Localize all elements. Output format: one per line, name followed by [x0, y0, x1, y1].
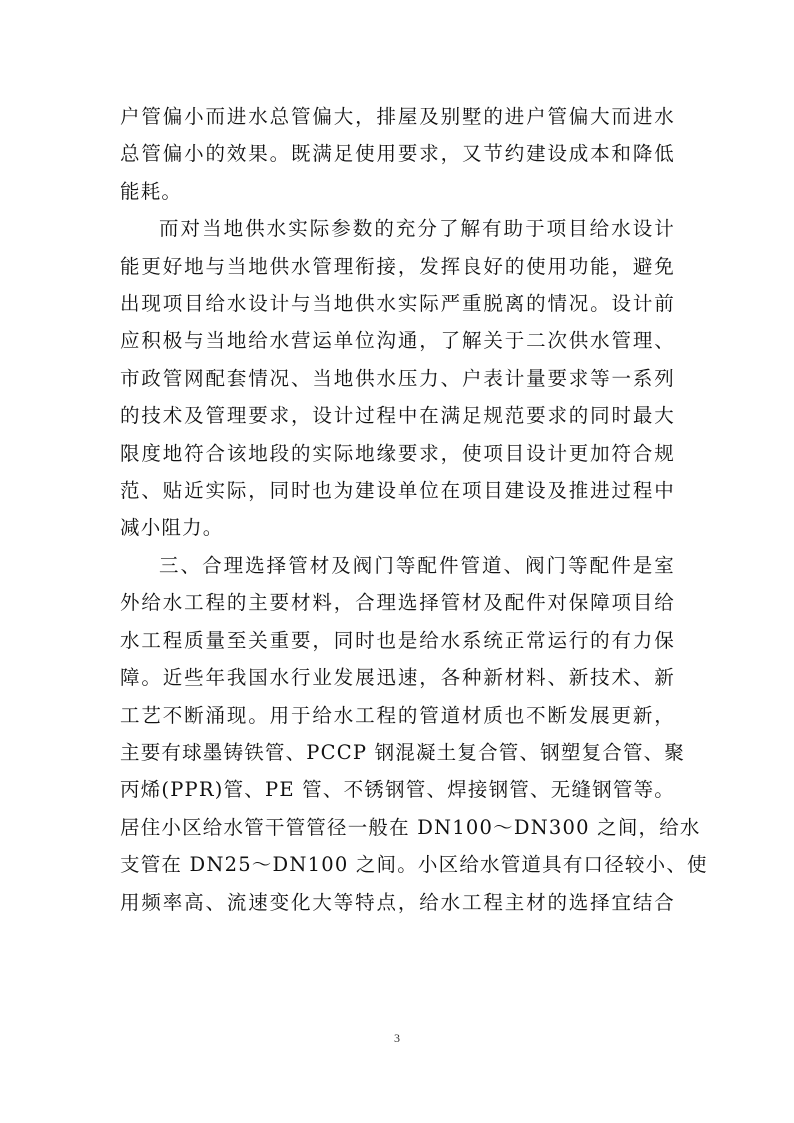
text-line: 外给水工程的主要材料，合理选择管材及配件对保障项目给: [120, 591, 675, 615]
text-line: 障。近些年我国水行业发展迅速，各种新材料、新技术、新: [120, 666, 675, 690]
text-line: 工艺不断涌现。用于给水工程的管道材质也不断发展更新，: [120, 703, 675, 727]
text-line: 能耗。: [120, 179, 183, 203]
text-line: 出现项目给水设计与当地供水实际严重脱离的情况。设计前: [120, 292, 675, 316]
text-line: 市政管网配套情况、当地供水压力、户表计量要求等一系列: [120, 366, 675, 390]
text-line: 能更好地与当地供水管理衔接，发挥良好的使用功能，避免: [120, 254, 675, 278]
text-line: 三、合理选择管材及阀门等配件管道、阀门等配件是室: [159, 553, 675, 577]
text-line: 范、贴近实际，同时也为建设单位在项目建设及推进过程中: [120, 479, 675, 503]
text-line: 支管在 DN25～DN100 之间。小区给水管道具有口径较小、使: [120, 853, 708, 877]
text-line: 限度地符合该地段的实际地缘要求，使项目设计更加符合规: [120, 441, 675, 465]
text-line: 丙烯(PPR)管、PE 管、不锈钢管、焊接钢管、无缝钢管等。: [120, 778, 675, 802]
text-line: 应积极与当地给水营运单位沟通，了解关于二次供水管理、: [120, 329, 675, 353]
text-line: 总管偏小的效果。既满足使用要求，又节约建设成本和降低: [120, 142, 675, 166]
page-number: 3: [394, 1031, 400, 1045]
paragraph-1: [120, 98, 675, 210]
text-line: 主要有球墨铸铁管、PCCP 钢混凝土复合管、钢塑复合管、聚: [120, 740, 686, 764]
text-line: 而对当地供水实际参数的充分了解有助于项目给水设计: [159, 217, 675, 241]
text-line: 的技术及管理要求，设计过程中在满足规范要求的同时最大: [120, 404, 675, 428]
text-line: 户管偏小而进水总管偏大，排屋及别墅的进户管偏大而进水: [120, 105, 675, 128]
text-line: 水工程质量至关重要，同时也是给水系统正常运行的有力保: [120, 628, 675, 652]
text-line: 用频率高、流速变化大等特点，给水工程主材的选择宜结合: [120, 890, 675, 914]
text-line: 减小阻力。: [120, 516, 224, 540]
text-line: 居住小区给水管干管管径一般在 DN100～DN300 之间，给水: [120, 815, 701, 839]
paragraph-3: [120, 547, 708, 921]
paragraph-2: [120, 210, 675, 547]
document-body: [120, 98, 708, 921]
